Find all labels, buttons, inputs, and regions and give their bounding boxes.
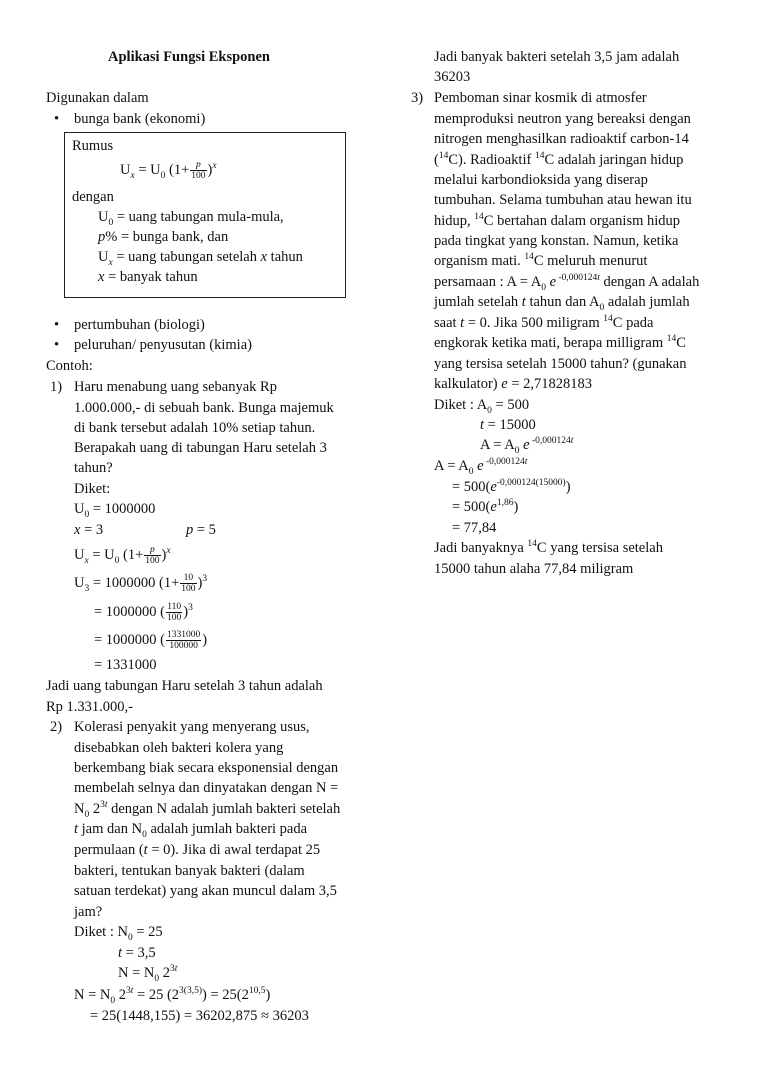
ex1-p: p = 5 xyxy=(186,522,216,538)
ex3-conclusion: 15000 tahun alaha 77,84 miligram xyxy=(434,561,634,577)
def-x-text: = banyak tahun xyxy=(108,269,198,285)
ex3-line: organism mati. $^{14}$C meluruh menurut xyxy=(434,252,648,269)
contoh-label: Contoh: xyxy=(46,358,93,374)
ex3-line-text: persamaan : A = A xyxy=(434,274,542,290)
ex3-line: melalui karbondioksida yang diserap xyxy=(434,172,648,188)
ex3-line-text: tahun dan A xyxy=(529,294,600,310)
ex1-diket: Diket: xyxy=(74,481,111,497)
ex2-number: 2) xyxy=(50,719,63,735)
ex3-line: jumlah setelah t tahun dan $A_0$ adalah jumlah xyxy=(434,294,690,313)
formula-heading: Rumus xyxy=(72,138,114,154)
ex3-line-text: C bertahan dalam organism hidup xyxy=(483,213,681,229)
ex3-line-text: dengan A adalah xyxy=(603,274,700,290)
ex1-step1: $U_3 = 1000000$ (1+ $\frac{10}{100}$ )$^3$ xyxy=(74,573,208,595)
formula-def-u0: $U_0$ = uang tabungan mula-mula, xyxy=(98,209,284,228)
ex1-number: 1) xyxy=(50,379,63,395)
ex3-line-text: C). Radioaktif xyxy=(448,152,532,168)
ex3-result: = 77,84 xyxy=(452,520,497,536)
ex2-line: jam? xyxy=(74,904,103,920)
ex1-x-value: = 3 xyxy=(84,522,104,538)
ex3-line-text: = 0. Jika 500 miligram xyxy=(467,315,600,331)
ex3-conclusion-text: C yang tersisa setelah xyxy=(536,540,663,556)
ex2-n0-value: = 25 xyxy=(136,924,163,940)
ex3-line: saat t = 0. Jika 500 miligram $^{14}$C pada xyxy=(434,314,654,331)
ex1-step2: = 1000000 ( $\frac{110}{100}$ )$^3$ xyxy=(94,602,193,624)
ex3-line: nitrogen menghasilkan radioaktif carbon-14 xyxy=(434,131,689,147)
ex1-line: Berapakah uang di tabungan Haru setelah 3 xyxy=(74,440,327,456)
ex3-t: t = 15000 xyxy=(480,417,536,433)
ex2-line-text: dengan N adalah jumlah bakteri setelah xyxy=(111,801,341,817)
ex1-x: x = 3 xyxy=(74,522,104,538)
ex3-diket: Diket : $A_0 = 500$ xyxy=(434,397,530,416)
ex1-result: = 1331000 xyxy=(94,657,157,673)
ex2-t-value: = 3,5 xyxy=(125,945,156,961)
ex2-line-text: jam dan N xyxy=(81,821,143,837)
def-ux-text-b: tahun xyxy=(270,249,303,265)
formula-def-p: p% = bunga bank, dan xyxy=(98,229,229,245)
ex2-line: $N_0$ $2^{3t}$ dengan N adalah jumlah bakteri setelah xyxy=(74,800,341,820)
ex3-line: kalkulator) e = 2,71828183 xyxy=(434,376,592,392)
ex3-line-text: = 2,71828183 xyxy=(511,376,592,392)
ex2-t: t = 3,5 xyxy=(118,945,156,961)
ex2-line: berkembang biak secara eksponensial dengan xyxy=(74,760,339,776)
ex3-step2: = $500(e^{-0,000124(15000)})$ xyxy=(452,478,571,495)
ex1-line: Haru menabung uang sebanyak Rp xyxy=(74,379,277,395)
ex1-line: tahun? xyxy=(74,460,113,476)
ex3-line: ($^{14}$C). Radioaktif $^{14}$C adalah jaringan hidup xyxy=(434,151,684,168)
ex2-diket: Diket : $N_0 = 25$ xyxy=(74,924,163,943)
ex3-line: yang tersisa setelah 15000 tahun? (gunakan xyxy=(434,356,687,372)
ex1-p-value: = 5 xyxy=(196,522,216,538)
ex1-u0: $U_0 = 1000000$ xyxy=(74,501,156,520)
ex3-line: memproduksi neutron yang bereaksi dengan xyxy=(434,111,691,127)
def-u0-text: = uang tabungan mula-mula, xyxy=(116,209,284,225)
ex1-conclusion: Rp 1.331.000,- xyxy=(46,699,133,715)
ex3-a0-value: = 500 xyxy=(495,397,530,413)
formula-def-ux: $U_x$ = uang tabungan setelah x tahun xyxy=(98,249,303,268)
ex2-line-text: adalah jumlah bakteri pada xyxy=(150,821,308,837)
formula-main: $U_x = U_0$ (1+ $\frac{p}{100}$ )$^x$ xyxy=(120,160,217,182)
def-ux-text: = uang tabungan setelah xyxy=(116,249,257,265)
ex3-step3: = $500(e^{1,86})$ xyxy=(452,498,519,515)
ex2-line-text: permulaan ( xyxy=(74,842,144,858)
ex3-line: hidup, $^{14}$C bertahan dalam organism hidup xyxy=(434,212,681,229)
ex3-line-text: C adalah jaringan hidup xyxy=(544,152,684,168)
ex3-line-text: C meluruh menurut xyxy=(533,253,648,269)
ex3-line-text: kalkulator) xyxy=(434,376,498,392)
ex3-line: tumbuhan. Selama tumbuhan atau hewan itu xyxy=(434,192,692,208)
def-p-text: = bunga bank, dan xyxy=(120,229,229,245)
formula-def-x: x = banyak tahun xyxy=(98,269,198,285)
ex3-line-text: saat xyxy=(434,315,457,331)
ex3-conclusion: Jadi banyaknya $^{14}$C yang tersisa setelah xyxy=(434,539,663,556)
ex3-line-text: C pada xyxy=(612,315,654,331)
ex1-formula: $U_x = U_0$ (1+ $\frac{p}{100}$ )$^x$ xyxy=(74,545,171,567)
ex2-conclusion: Jadi banyak bakteri setelah 3,5 jam adalah xyxy=(434,49,680,65)
ex3-step1: $A = A_0$ e $^{-0,000124t}$ xyxy=(434,457,528,477)
ex2-diket-label: Diket : N xyxy=(74,924,128,940)
ex3-line: Pemboman sinar kosmik di atmosfer xyxy=(434,90,647,106)
ex3-number: 3) xyxy=(411,90,424,106)
ex2-line: permulaan (t = 0). Jika di awal terdapat 25 xyxy=(74,842,321,858)
ex2-line: satuan terdekat) yang akan muncul dalam 3,5 xyxy=(74,883,337,899)
ex2-line: disebabkan oleh bakteri kolera yang xyxy=(74,740,284,756)
ex2-formula: $N = N_0$ $2^{3t}$ xyxy=(118,964,178,984)
ex3-line: engkorak ketika mati, berapa milligram $^{14}$C xyxy=(434,334,686,351)
ex2-line: t jam dan $N_0$ adalah jumlah bakteri pada xyxy=(74,821,308,840)
bullet-biologi: • pertumbuhan (biologi) xyxy=(74,315,205,335)
page-title: Aplikasi Fungsi Eksponen xyxy=(108,49,270,65)
ex1-conclusion: Jadi uang tabungan Haru setelah 3 tahun adalah xyxy=(46,678,323,694)
ex3-line-text: adalah jumlah xyxy=(607,294,690,310)
intro-text: Digunakan dalam xyxy=(46,90,149,106)
bullet-bank: • bunga bank (ekonomi) xyxy=(74,109,205,129)
ex3-line-text: organism mati. xyxy=(434,253,521,269)
ex3-diket-label: Diket : A xyxy=(434,397,488,413)
ex2-step2: = 25(1448,155) = 36202,875 ≈ 36203 xyxy=(90,1008,309,1024)
ex3-line-text: engkorak ketika mati, berapa milligram xyxy=(434,335,664,351)
ex3-line-text: hidup, xyxy=(434,213,471,229)
ex2-step1: $N = N_0$ $2^{3t} = 25$ $(2^{3(3,5)}) = 25(2^{10,5})$ xyxy=(74,986,271,1006)
ex3-t-value: = 15000 xyxy=(487,417,536,433)
ex1-line: di bank tersebut adalah 10% setiap tahun. xyxy=(74,420,316,436)
ex1-line: 1.000.000,- di sebuah bank. Bunga majemuk xyxy=(74,400,334,416)
ex1-step3: = 1000000 ( $\frac{1331000}{100000}$ ) xyxy=(94,630,208,652)
bullet-kimia: • peluruhan/ penyusutan (kimia) xyxy=(74,335,252,355)
ex3-line: pada tingkat yang konstan. Namun, ketika xyxy=(434,233,679,249)
ex2-line-text: = 0). Jika di awal terdapat 25 xyxy=(151,842,321,858)
ex2-conclusion: 36203 xyxy=(434,69,471,85)
formula-dengan: dengan xyxy=(72,189,114,205)
ex2-line: membelah selnya dan dinyatakan dengan N = xyxy=(74,780,339,796)
ex3-line: persamaan : $A = A_0$ e $^{-0,000124t}$ dengan A adalah xyxy=(434,273,700,293)
ex3-formula: $A = A_0$ e $^{-0,000124t}$ xyxy=(480,436,574,456)
ex2-line: Kolerasi penyakit yang menyerang usus, xyxy=(74,719,310,735)
ex1-u0-value: = 1000000 xyxy=(92,501,156,517)
ex3-line-text: jumlah setelah xyxy=(434,294,519,310)
ex2-line: bakteri, tentukan banyak bakteri (dalam xyxy=(74,863,305,879)
